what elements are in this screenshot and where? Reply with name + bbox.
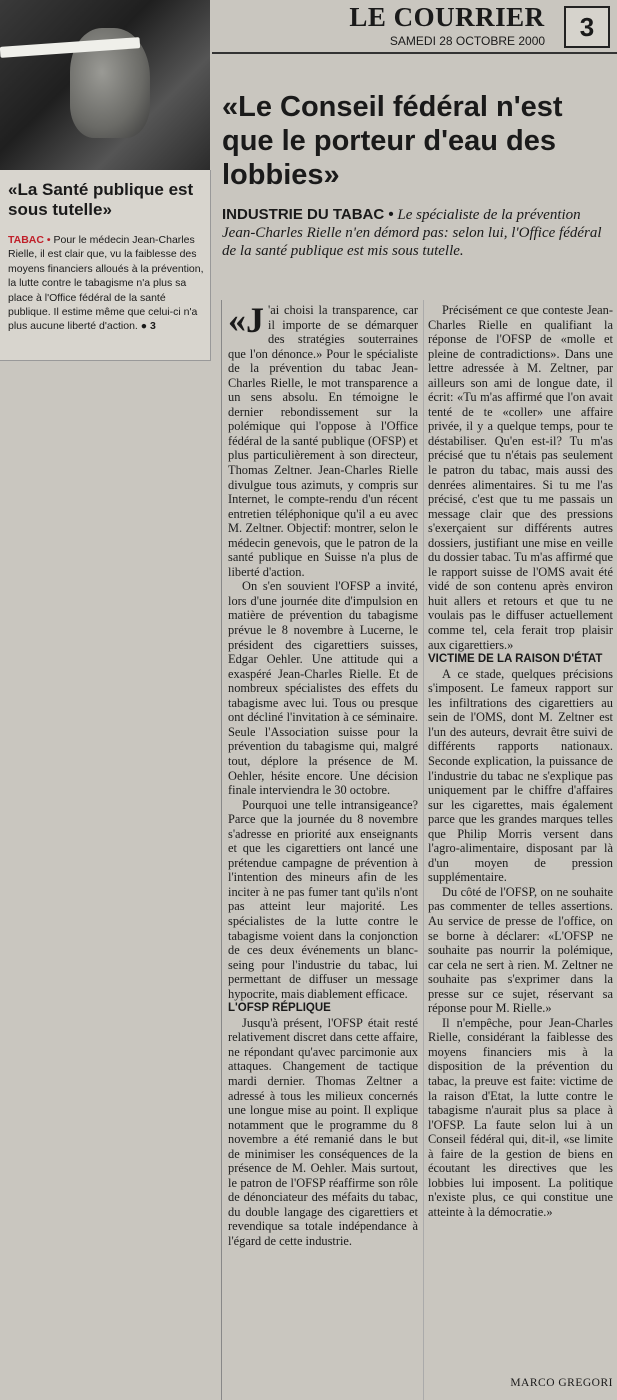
dropcap: «J (228, 300, 264, 340)
teaser-tag: TABAC • (8, 234, 51, 246)
paragraph-6: A ce stade, quelques précisions s'imposent. Le fameux rapport sur les infiltrations des cigarettiers au sein de l'OMS, dont M. Zeltner est l'un des auteurs, devrait être suivi de différents rapports nationaux. Seconde explication, la puissance de l'industrie du tabac ne s'explique pas uniquement par le chiffre d'affaires sur les cigarettes, mais également parce que les grandes marques telles que Philip Morris versent dans l'agro-alimentaire, disposant par là d'un moyen de pression supplémentaire. (428, 666, 613, 885)
paragraph-8: Il n'empêche, pour Jean-Charles Rielle, considérant la faiblesse des moyens financiers mis à la disposition de la prévention du tabac, la preuve est faite: victime de la raison d'Etat, la lutte contre le tabagisme n'aurait plus sa place à l'OFSP. La faute selon lui à un Conseil fédéral qui, dit-il, «se limite à faire de la gestion de biens en écoutant les directives que les lobbies lui imposent. La politique n'existe plus, ce qui constitue une atteinte à la démocratie.» (428, 1015, 613, 1219)
paper-date: SAMEDI 28 OCTOBRE 2000 (389, 34, 546, 48)
paragraph-1 (228, 300, 418, 579)
page-number: 3 (564, 6, 610, 48)
author-signature: MARCO GREGORI (510, 1377, 613, 1389)
teaser-title[interactable]: «La Santé publique est sous tutelle» (8, 180, 194, 219)
teaser-page-ref[interactable]: ● 3 (140, 320, 156, 333)
teaser-text: Pour le médecin Jean-Charles Rielle, il est clair que, vu la faiblesse des moyens financiers alloués à la prévention, la lutte contre le tabagisme n'a plus sa place à l'Office fédéral de la santé publique. Il estime même que celui-ci n'a plus aucune liberté d'action. (8, 234, 204, 333)
masthead-rule (212, 52, 617, 54)
column-rule-middle (423, 300, 424, 1400)
paragraph-7: Du côté de l'OFSP, on ne souhaite pas commenter de telles assertions. Au service de presse de l'office, on se borne à déclarer: «L'OFSP ne souhaite pas nourrir la polémique, car cela ne sert à rien. M. Zeltner ne souhaite pas s'exprimer dans la presse sur ce sujet, réservant sa réponse pour M. Rielle.» (428, 884, 613, 1016)
column-rule-left (221, 300, 222, 1400)
article-column-1 (228, 300, 418, 1249)
teaser-body (8, 233, 206, 334)
subheading-victime: VICTIME DE LA RAISON D'ÉTAT (428, 653, 603, 666)
paragraph-4: Jusqu'à présent, l'OFSP était resté relativement discret dans cette affaire, ne répondant qu'avec parcimonie aux attaques. Changement de tactique mardi dernier. Thomas Zeltner a adressé à tous les milieux concernés une longue mise au point. Il explique notamment que le programme du 8 novembre a été remanié dans le but de minimiser les conséquences de la présence de M. Oehler. Mais surtout, le patron de l'OFSP réaffirme son rôle de dénonciateur des méfaits du tabac, du double langage des cigarettiers et revendique sa totale indépendance à l'égard de cette industrie. (228, 1015, 418, 1248)
paragraph-3: Pourquoi une telle intransigeance? Parce que la journée du 8 novembre s'adresse en priorité aux enseignants et que les cigarettiers ont lancé une prétendue campagne de prévention à l'intention des mineurs afin de les inciter à ne pas fumer tant qu'ils n'ont pas atteint leur majorité. Les spécialistes de la lutte contre le tabagisme voient dans la conjonction de ces deux événements un blanc-seing pour l'industrie du tabac, lui permettant de diffuser un message hypocrite, mais diablement efficace. (228, 797, 418, 1001)
section-label: INDUSTRIE DU TABAC • (222, 206, 394, 223)
subheading-ofsp-replique: L'OFSP RÉPLIQUE (228, 1002, 331, 1015)
paragraph-5: Précisément ce que conteste Jean-Charles Rielle en qualifiant la réponse de l'OFSP de «molle et pleine de contradictions». Dans une lettre adressée à M. Zeltner, par ailleurs son ami de longue date, il écrit: «Tu m'as affirmé que l'on avait tenté de te «coller» une affaire privée, il y a quelque temps, pour te déstabiliser. Qu'en est-il? Tu m'as précisé que tu n'étais pas seulement le patron du tabac, mais aussi des denrées alimentaires. Si tu me l'as précisé, c'est que tu me passais un message clair que des pressions s'exerçaient sur différents autres dossiers, justifiant une mise en veille du dossier tabac. Tu m'as affirmé que le rapport suisse de l'OMS avait été vidé de son contenu après environ huit allers et retours et que tu ne voulais pas le diffuser actuellement comme tel, cela ferait trop plaisir aux cigarettiers.» (428, 303, 613, 652)
lead-text: Le spécialiste de la prévention Jean-Charles Rielle n'en démord pas: selon lui, l'Office fédéral de la santé publique est mis sous tutelle. (222, 207, 602, 259)
paragraph-2: On s'en souvient l'OFSP a invité, lors d'une journée dite d'impulsion en matière de prévention du tabagisme prévue le 8 novembre à Lucerne, le président des cigarettiers suisses, Edgar Oehler. Une attitude qui a exaspéré Jean-Charles Rielle. Et de nombreux spécialistes des effets du tabagisme avec lui. Tous ou presque ont décliné l'invitation à ce séminaire. Seule l'Association suisse pour la prévention du tabagisme qui, malgré tout, déplore la présence de M. Oehler, hésite encore. Une décision finale interviendra le 30 octobre. (228, 579, 418, 798)
article-headline: «Le Conseil fédéral n'est que le porteur d'eau des lobbies» (222, 91, 563, 191)
paragraph-1-text: 'ai choisi la transparence, car il importe de se démarquer des stratégies souterraines que l'on dénonce.» Pour le spécialiste de la prévention du tabac Jean-Charles Rielle, le mot transparence a un sens absolu. En témoigne le dernier rebondissement sur la polémique qui l'oppose à l'Office fédéral de la santé publique (OFSP) et plus particulièrement à son directeur, Thomas Zeltner. Jean-Charles Rielle divulgue tous azimuts, y compris sur Internet, le compte-rendu d'un récent entretien téléphonique qu'il a eu avec M. Zeltner. Objectif: montrer, selon le médecin genevois, que le patron de la santé publique en Suisse n'a plus de liberté d'action. (228, 303, 418, 579)
paper-name: LE COURRIER (349, 2, 545, 32)
article-lead (222, 206, 612, 260)
article-column-2 (428, 303, 613, 1219)
